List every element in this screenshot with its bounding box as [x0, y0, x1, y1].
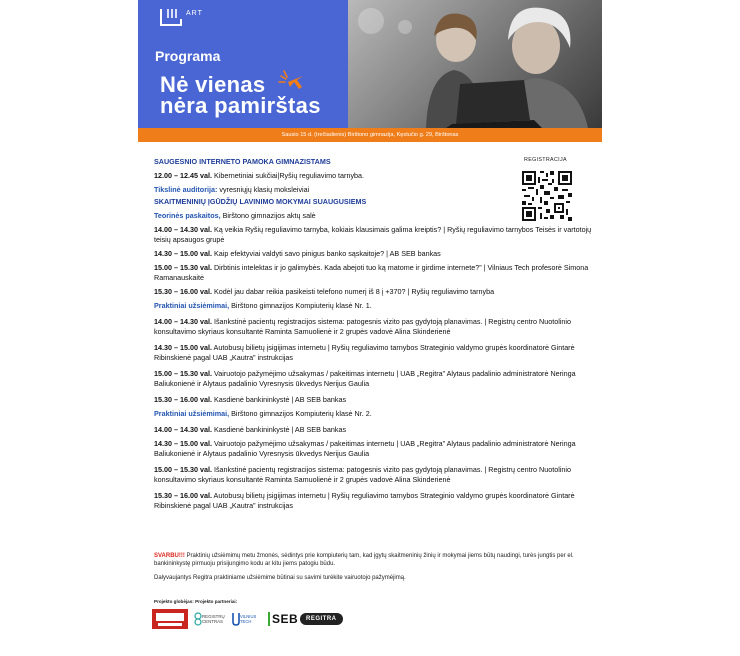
regitra-note: Dalyvaujantys Regitra praktiniame užsiėmime būtinai su savimi turėkite vairuotojo pažymėjimą. [154, 575, 406, 581]
program-poster [138, 0, 602, 656]
schedule-item: 15.00 – 15.30 val. Vairuotojo pažymėjimo užsakymas / pakeitimas internetu | UAB „Regitra” Alytaus padalinio administratorė Neringa Baliukonienė ir Alytaus padalinio Vyresnysis ūkvedys Nerijus Gaulia [154, 369, 576, 388]
event-info-bar: Sausio 15 d. (trečiadienis) Birštono gimnazija, Kęstučio g. 29, Birštonas [138, 128, 602, 142]
hero-title-line2: nėra pamirštas [160, 93, 321, 118]
important-note: SVARBU!!! Praktinių užsiėmimų metu žmonės, sėdintys prie kompiuterių tam, kad įgytų skaitmeninių žinių ir mokymai jiems būtų naudingi, turės jungtis per el. bankininkystę pirmuoju prisijungimo kodu ar kitu jiems patogiu būdu. [154, 553, 574, 567]
schedule-item: 15.00 – 15.30 val. Dirbtinis intelektas ir jo galimybės. Kada abejoti tuo ką matome ir girdime internete?” | Vilniaus Tech profesorė Simona Ramanauskaitė [154, 263, 589, 282]
birstonas-municipality-logo [152, 609, 188, 629]
program-schedule [154, 157, 594, 515]
schedule-item: 14.00 – 14.30 val. Išankstinė pacientų registracijos sistema: patogesnis vizito pas gydytoją planavimas. | Registrų centro Nuotolinio konsultavimo skyriaus konsultantė Raminta Samuolienė ir 2 grupės vadovė Alina Skinderienė [154, 317, 571, 336]
cursor-click-icon [278, 70, 304, 94]
vilnius-tech-logo: VILNIUS TECH [232, 609, 262, 629]
hero-kicker: Programa [155, 48, 221, 64]
schedule-item: 14.30 – 15.00 val. Vairuotojo pažymėjimo užsakymas / pakeitimas internetu | UAB „Regitra” Alytaus padalinio administratorė Neringa Baliukonienė ir Alytaus padalinio Vyresnysis ūkvedys Nerijus Gaulia [154, 439, 576, 458]
practice-heading-2: Praktiniai užsiėmimai, Birštono gimnazijos Kompiuterių klasė Nr. 2. [154, 409, 372, 418]
schedule-item: 15.30 – 16.00 val. Kodėl jau dabar reikia pasikeisti telefono numerį iš 8 į +370? | Ryšių reguliavimo tarnyba [154, 287, 495, 296]
hero-photo [348, 0, 602, 128]
practice-heading-1: Praktiniai užsiėmimai, Birštono gimnazijos Kompiuterių klasė Nr. 1. [154, 301, 372, 310]
partner-logos [152, 609, 412, 629]
schedule-item: 14.30 – 15.00 val. Autobusų bilietų įsigijimas internetu | Ryšių reguliavimo tarnybos Strateginio valdymo grupės koordinatorė Gintarė Ribinskienė pagal UAB „Kautra” instrukcijas [154, 343, 575, 362]
section-title-youth: SAUGESNIO INTERNETO PAMOKA GIMNAZISTAMS [154, 157, 331, 166]
partners-label: Projekto globėjas: Projekto partneriai: [154, 599, 238, 604]
schedule-item: 14.00 – 14.30 val. Ką veikia Ryšių reguliavimo tarnyba, kokiais klausimais galima kreiptis? | Ryšių reguliavimo tarnybos Teisės ir vartotojų teisių apsaugos grupė [154, 225, 592, 244]
section-title-adults: SKAITMENINIŲ ĮGŪDŽIŲ LAVINIMO MOKYMAI SUAUGUSIEMS [154, 197, 367, 206]
regitra-logo: REGITRA [300, 609, 343, 629]
registration-label: REGISTRACIJA [524, 157, 567, 163]
target-audience: Tikslinė auditorija: vyresniųjų klasių moksleiviai [154, 185, 310, 194]
registru-centras-logo: REGISTRŲ CENTRAS [194, 609, 228, 629]
rrt-logo-icon [160, 8, 182, 26]
schedule-item: 14.00 – 14.30 val. Kasdienė bankininkystė | AB SEB bankas [154, 425, 347, 434]
logo-text: ART [186, 10, 203, 17]
hero-title-line1: Nė vienas [160, 72, 266, 97]
hero-banner [138, 0, 602, 128]
schedule-item: 14.30 – 15.00 val. Kaip efektyviai valdyti savo pinigus banko sąskaitoje? | AB SEB bankas [154, 249, 441, 258]
schedule-item: 12.00 – 12.45 val. Kibernetiniai sukčiai|Ryšių reguliavimo tarnyba. [154, 171, 365, 180]
schedule-item: 15.00 – 15.30 val. Išankstinė pacientų registracijos sistema: patogesnis vizito pas gydytoją planavimas. | Registrų centro Nuotolinio konsultavimo skyriaus konsultantė Raminta Samuolienė ir 2 grupės vadovė Alina Skinderienė [154, 465, 571, 484]
theory-heading: Teorinės paskaitos, Birštono gimnazijos aktų salė [154, 211, 316, 220]
seb-logo: SEB [268, 609, 298, 629]
schedule-item: 15.30 – 16.00 val. Autobusų bilietų įsigijimas internetu | Ryšių reguliavimo tarnybos Strateginio valdymo grupės koordinatorė Gintarė Ribinskienė pagal UAB „Kautra” instrukcijas [154, 491, 575, 510]
schedule-item: 15.30 – 16.00 val. Kasdienė bankininkystė | AB SEB bankas [154, 395, 347, 404]
